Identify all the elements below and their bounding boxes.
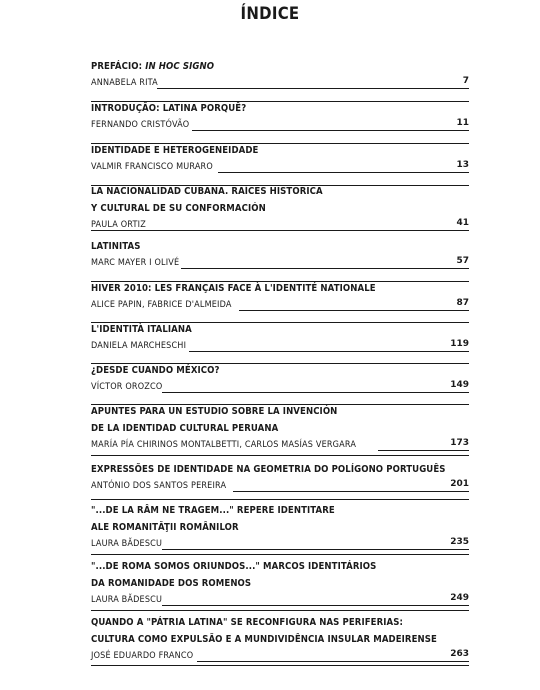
entry-title: "...DE ROMA SOMOS ORIUNDOS..." MARCOS IDENTITÁRIOS — [91, 561, 377, 572]
leader-line — [197, 661, 451, 662]
author-row — [91, 117, 469, 134]
author-row — [91, 648, 469, 665]
entry-title: LATINITAS — [91, 241, 141, 252]
leader-line — [218, 172, 456, 173]
entry-author: VALMIR FRANCISCO MURARO — [91, 162, 213, 172]
entry-author: FERNANDO CRISTÓVÃO — [91, 120, 190, 130]
entry-page-number: 119 — [450, 338, 469, 352]
author-row — [91, 536, 469, 553]
author-row — [91, 75, 469, 92]
entry-title: DA ROMANIDADE DOS ROMENOS — [91, 578, 252, 589]
toc-entry[interactable] — [91, 614, 469, 665]
entry-page-number: 11 — [456, 117, 469, 131]
entry-title: EXPRESSÕES DE IDENTIDADE NA GEOMETRIA DO POLÍGONO PORTUGUÊS — [91, 464, 446, 475]
author-row — [91, 379, 469, 396]
entry-title: "...DE LA RÂM NE TRAGEM..." REPERE IDENTITARE — [91, 505, 335, 516]
leader-line — [192, 130, 456, 131]
author-row — [91, 437, 469, 454]
entry-title: ALE ROMANITĂŢII ROMÂNILOR — [91, 522, 239, 533]
toc-entry[interactable] — [91, 100, 469, 134]
leader-line — [181, 268, 456, 269]
entry-separator — [91, 610, 469, 611]
leader-line — [233, 491, 450, 492]
entry-title: Y CULTURAL DE SU CONFORMACIÓN — [91, 203, 266, 214]
toc-entry[interactable] — [91, 558, 469, 609]
leader-line — [239, 310, 456, 311]
entry-author: ANNABELA RITA — [91, 78, 158, 88]
toc-entry[interactable] — [91, 362, 469, 396]
entry-author: DANIELA MARCHESCHI — [91, 341, 187, 351]
toc-entry[interactable] — [91, 461, 469, 495]
page-title: ÍNDICE — [240, 4, 300, 24]
author-row — [91, 297, 469, 314]
author-row — [91, 592, 469, 609]
entry-title: L'IDENTITÀ ITALIANA — [91, 324, 192, 335]
leader-line — [162, 549, 450, 550]
entry-separator — [91, 554, 469, 555]
entry-author: ANTÓNIO DOS SANTOS PEREIRA — [91, 481, 227, 491]
entry-title: APUNTES PARA UN ESTUDIO SOBRE LA INVENCIÓN — [91, 406, 338, 417]
entry-author: VÍCTOR OROZCO — [91, 382, 163, 392]
entry-title: CULTURA COMO EXPULSÃO E A MUNDIVIDÊNCIA INSULAR MADEIRENSE — [91, 634, 437, 645]
entry-page-number: 41 — [456, 217, 469, 231]
entry-separator — [91, 455, 469, 456]
entry-page-number: 7 — [463, 75, 469, 89]
entry-page-number: 173 — [450, 437, 469, 451]
entry-author: LAURA BĂDESCU — [91, 539, 163, 549]
leader-line — [162, 392, 450, 393]
leader-line — [157, 88, 462, 89]
entry-page-number: 13 — [456, 159, 469, 173]
toc-entry[interactable] — [91, 403, 469, 454]
toc-entry[interactable] — [91, 183, 469, 234]
entry-page-number: 249 — [450, 592, 469, 606]
entry-separator — [91, 230, 469, 231]
entry-author: LAURA BĂDESCU — [91, 595, 163, 605]
entry-author: JOSÉ EDUARDO FRANCO — [91, 651, 194, 661]
entry-title: QUANDO A "PÁTRIA LATINA" SE RECONFIGURA NAS PERIFERIAS: — [91, 617, 403, 628]
toc-entry[interactable] — [91, 502, 469, 553]
author-row — [91, 217, 469, 234]
entry-title: DE LA IDENTIDAD CULTURAL PERUANA — [91, 423, 279, 434]
entry-author: ALICE PAPIN, FABRICE D'ALMEIDA — [91, 300, 232, 310]
leader-line — [189, 351, 450, 352]
entry-author: MARÍA PÍA CHIRINOS MONTALBETTI, CARLOS MASÍAS VERGARA — [91, 440, 357, 450]
author-row — [91, 338, 469, 355]
entry-page-number: 201 — [450, 478, 469, 492]
leader-line — [378, 450, 451, 451]
entry-separator — [91, 665, 469, 666]
entry-separator — [91, 499, 469, 500]
entry-author: MARC MAYER I OLIVÉ — [91, 258, 180, 268]
entry-title: PREFÁCIO: IN HOC SIGNO — [91, 61, 215, 72]
leader-line — [162, 605, 450, 606]
entry-page-number: 263 — [450, 648, 469, 662]
author-row — [91, 255, 469, 272]
entry-title: LA NACIONALIDAD CUBANA. RAÍCES HISTORICA — [91, 186, 323, 197]
entry-page-number: 149 — [450, 379, 469, 393]
author-row — [91, 159, 469, 176]
toc-entry[interactable] — [91, 142, 469, 176]
toc-entry[interactable] — [91, 321, 469, 355]
entry-title: INTRODUÇÃO: LATINA PORQUÊ? — [91, 103, 247, 114]
author-row — [91, 478, 469, 495]
toc-entry[interactable] — [91, 280, 469, 314]
toc-entry[interactable] — [91, 238, 469, 272]
entry-title-italic: IN HOC SIGNO — [145, 61, 215, 72]
toc-entry[interactable] — [91, 58, 469, 92]
entry-page-number: 235 — [450, 536, 469, 550]
entry-page-number: 87 — [456, 297, 469, 311]
entry-title: IDENTIDADE E HETEROGENEIDADE — [91, 145, 259, 156]
entry-page-number: 57 — [456, 255, 469, 269]
entry-title: HIVER 2010: LES FRANÇAIS FACE À L'IDENTITÉ NATIONALE — [91, 283, 376, 294]
entry-author: PAULA ORTIZ — [91, 220, 146, 230]
entry-title: ¿DESDE CUANDO MÉXICO? — [91, 365, 220, 376]
